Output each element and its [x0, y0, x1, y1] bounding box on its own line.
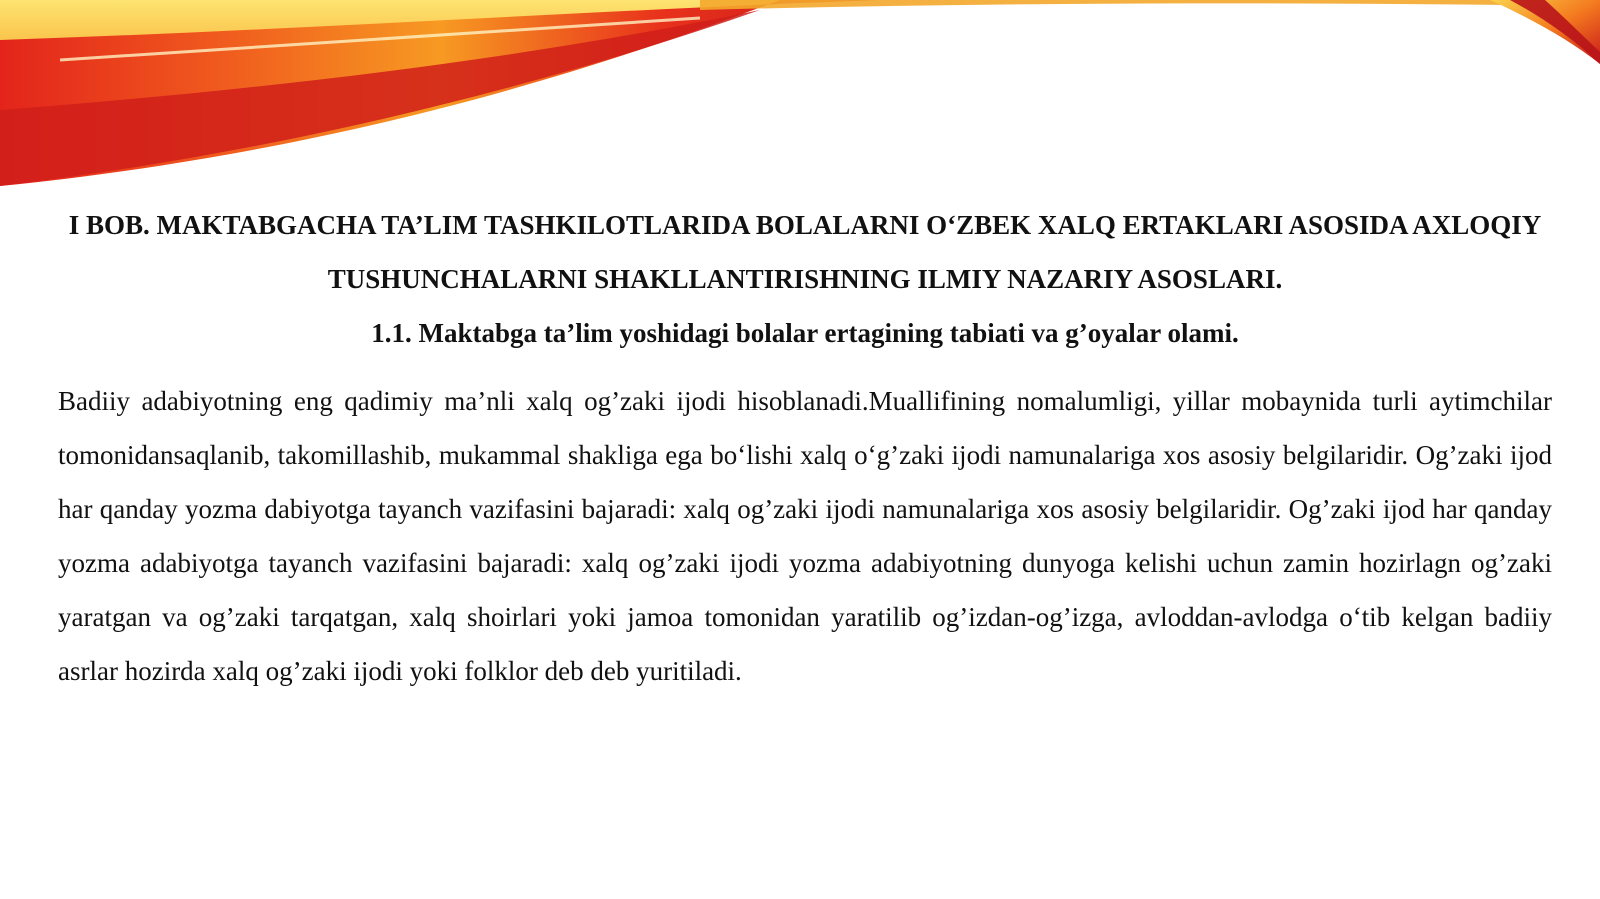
body-paragraph: Badiiy adabiyotning eng qadimiy ma’nli xalq og’zaki ijodi hisoblanadi.Muallifining nomalumligi, yillar mobaynida turli aytimchilar tomonidansaqlanib, takomillashib, mukammal shakliga ega bo‘lishi xalq o‘g’zaki ijodi namunalariga xos asosiy belgilaridir. Og’zaki ijod har qanday yozma dabiyotga tayanch vazifasini bajaradi: xalq og’zaki ijodi namunalariga xos asosiy belgilaridir. Og’zaki ijod har qanday yozma adabiyotga tayanch vazifasini bajaradi: xalq og’zaki ijodi yozma adabiyotning dunyoga kelishi uchun zamin hozirlagn og’zaki yaratgan va og’zaki tarqatgan, xalq shoirlari yoki jamoa tomonidan yaratilib og’izdan-og’izga, avloddan-avlodga o‘tib kelgan badiiy asrlar hozirda xalq og’zaki ijodi yoki folklor deb deb yuritiladi. — [58, 386, 1552, 686]
document-body — [58, 198, 1552, 698]
header-swoosh-decoration — [0, 0, 1600, 200]
section-heading: 1.1. Maktabga ta’lim yoshidagi bolalar ertagining tabiati va g’oyalar olami. — [371, 318, 1239, 348]
chapter-heading: I BOB. MAKTABGACHA TA’LIM TASHKILOTLARIDA BOLALARNI O‘ZBEK XALQ ERTAKLARI ASOSIDA AXLOQIY TUSHUNCHALARNI SHAKLLANTIRISHNING ILMIY NAZARIY ASOSLARI. — [68, 210, 1542, 294]
